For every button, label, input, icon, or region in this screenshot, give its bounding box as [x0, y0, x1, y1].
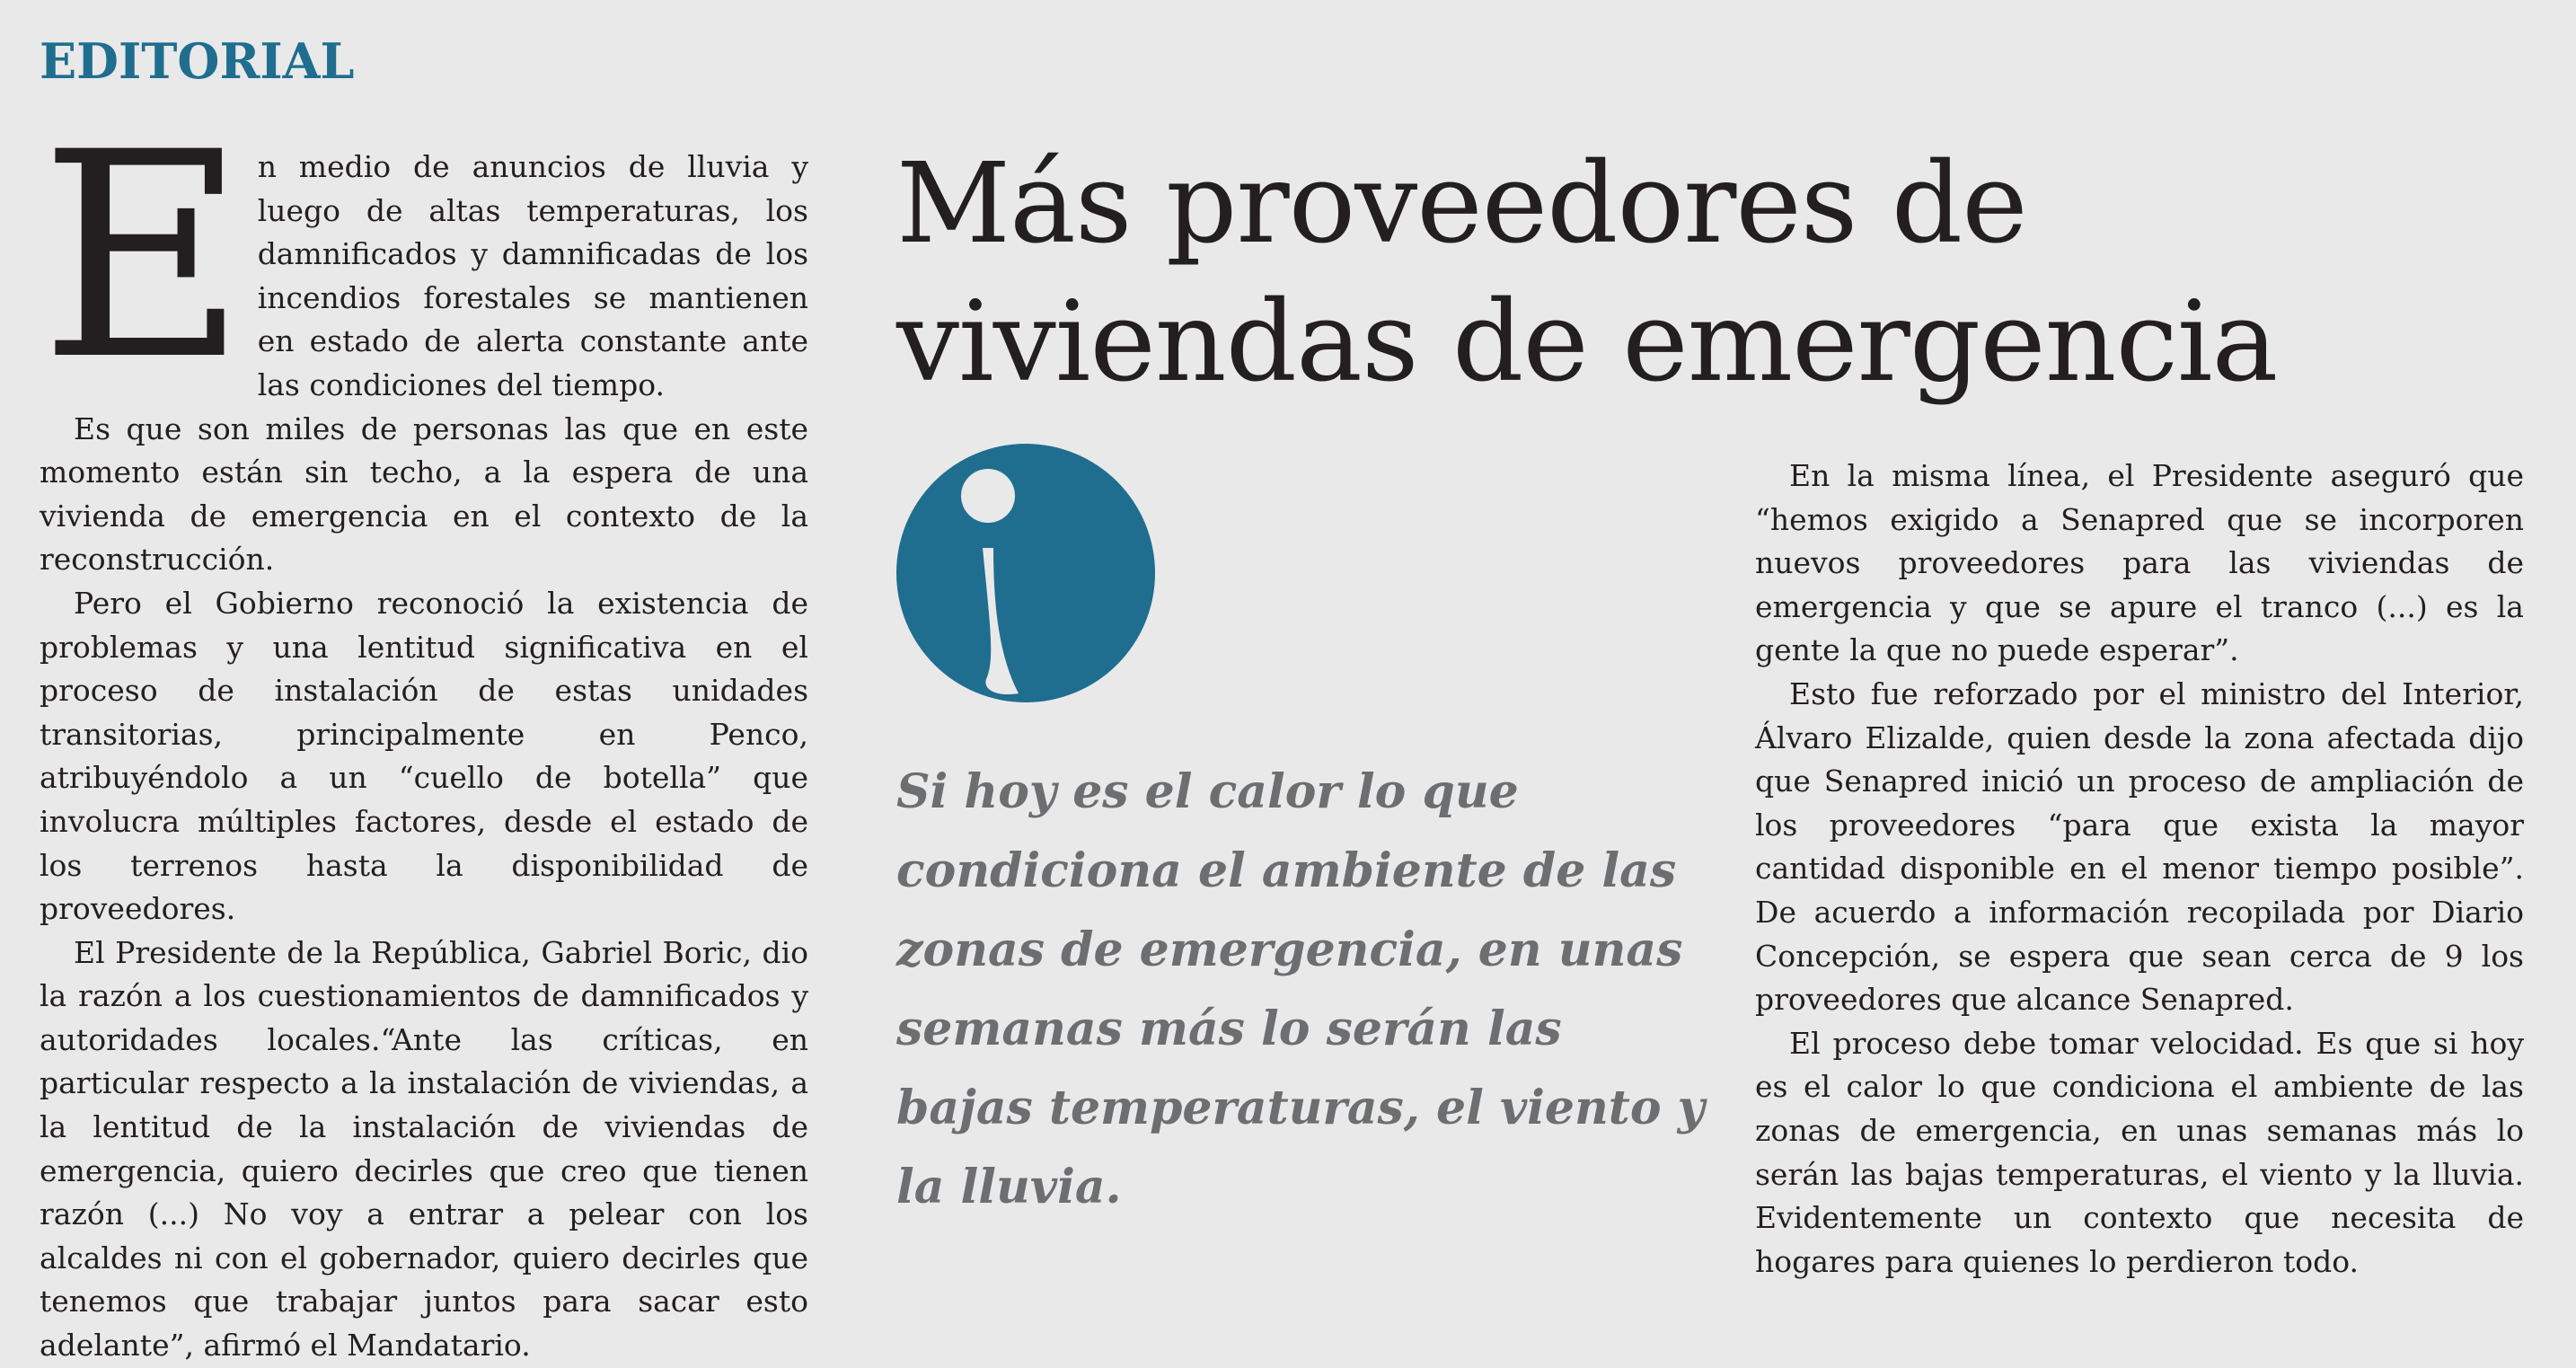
right-column	[1755, 455, 2524, 1284]
paragraph-4: El Presidente de la República, Gabriel Boric, dio la razón a los cuestionamientos de damnificados y autoridades locales.“Ante las críticas, en particular respecto a la instalación de viviendas, a la lentitud de la instalación de viviendas de emergencia, quiero decirles que creo que tienen razón (...) No voy a entrar a pelear con los alcaldes ni con el gobernador, quiero decirles que tenemos que trabajar juntos para sacar esto adelante”, afirmó el Mandatario.	[40, 934, 808, 1364]
section-label: EDITORIAL	[40, 32, 355, 90]
paragraph-2: Es que son miles de personas las que en este momento están sin techo, a la espera de una vivienda de emergencia en el contexto de la reconstrucción.	[40, 410, 808, 578]
left-column	[40, 92, 808, 1368]
paragraph-1	[40, 92, 808, 422]
right-paragraph-1: En la misma línea, el Presidente aseguró que “hemos exigido a Senapred que se incorporen nuevos proveedores para las viviendas de emergencia y que se apure el tranco (...) es la gente la que no puede esperar”.	[1755, 458, 2524, 668]
headline: Más proveedores de viviendas de emergencia	[896, 139, 2278, 407]
info-icon	[896, 444, 1155, 702]
paragraph-3: Pero el Gobierno reconoció la existencia de problemas y una lentitud significativa en el proceso de instalación de estas unidades transitorias, principalmente en Penco, atribuyéndolo a un “cuello de botella” que involucra múltiples factores, desde el estado de los terrenos hasta la disponibilidad de proveedores.	[40, 585, 808, 927]
drop-cap: E	[40, 92, 247, 422]
pull-quote: Si hoy es el calor lo que condiciona el ambiente de las zonas de emergencia, en unas semanas más lo serán las bajas temperaturas, el viento y la lluvia.	[896, 764, 1705, 1214]
paragraph-1-text: n medio de anuncios de lluvia y luego de altas temperaturas, los damnificados y damnificadas de los incendios forestales se mantienen en estado de alerta constante ante las condiciones del tiempo.	[257, 149, 808, 402]
right-paragraph-2: Esto fue reforzado por el ministro del Interior, Álvaro Elizalde, quien desde la zona afectada dijo que Senapred inició un proceso de ampliación de los proveedores “para que exista la mayor cantidad disponible en el menor tiempo posible”. De acuerdo a información recopilada por Diario Concepción, se espera que sean cerca de 9 los proveedores que alcance Senapred.	[1755, 675, 2524, 1018]
right-paragraph-3: El proceso debe tomar velocidad. Es que si hoy es el calor lo que condiciona el ambiente de las zonas de emergencia, en unas semanas más lo serán las bajas temperaturas, el viento y la lluvia. Evidentemente un contexto que necesita de hogares para quienes lo perdieron todo.	[1755, 1025, 2524, 1279]
